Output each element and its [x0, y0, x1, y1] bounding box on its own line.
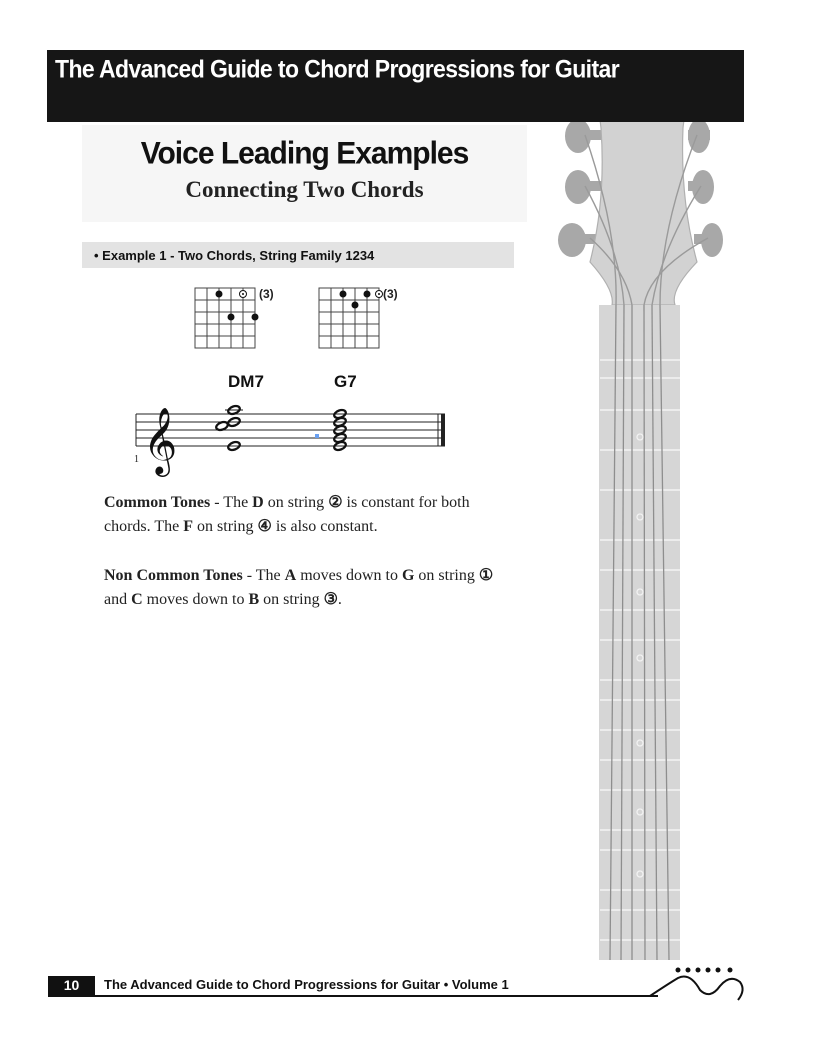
- string-number: ①: [478, 567, 494, 584]
- non-common-tones-lead: Non Common Tones: [104, 567, 243, 584]
- string-number: ②: [328, 494, 343, 511]
- text-run: on string: [263, 494, 329, 511]
- text-run: .: [337, 591, 342, 608]
- text-run: is constant for both chords. The: [104, 494, 470, 535]
- chord-name-2: G7: [334, 372, 357, 391]
- footer-title: The Advanced Guide to Chord Progressions for Guitar • Volume 1: [104, 977, 509, 992]
- text-run: - The: [242, 567, 285, 584]
- text-run: moves down to: [142, 591, 249, 608]
- string-number: ④: [257, 518, 272, 535]
- text-run: on string: [414, 567, 479, 584]
- common-tones-lead: Common Tones: [104, 494, 211, 511]
- header-title: The Advanced Guide to Chord Progressions for Guitar: [55, 55, 620, 84]
- string-number: ③: [323, 591, 338, 608]
- page-title: Voice Leading Examples: [140, 136, 469, 171]
- text-run: - The: [210, 494, 253, 511]
- note-name: C: [131, 591, 143, 608]
- note-name: G: [401, 567, 415, 584]
- note-name: B: [248, 591, 260, 608]
- note-name: D: [252, 494, 264, 511]
- fret-position-1: (3): [259, 287, 274, 301]
- page-subtitle: Connecting Two Chords: [185, 177, 424, 202]
- chord-name-1: DM7: [228, 372, 264, 391]
- example-label: • Example 1 - Two Chords, String Family 1234: [94, 248, 375, 263]
- text-run: is also constant.: [271, 518, 378, 535]
- measure-number: 1: [134, 454, 139, 465]
- text-run: on string: [259, 591, 324, 608]
- text-run: on string: [193, 518, 258, 535]
- text-run: and: [104, 591, 132, 608]
- fret-position-2: (3): [383, 287, 398, 301]
- page-number: 10: [48, 976, 95, 995]
- text-run: moves down to: [296, 567, 402, 584]
- note-name: F: [183, 518, 194, 535]
- treble-clef-icon: 𝄞: [143, 406, 178, 474]
- note-name: A: [284, 567, 297, 584]
